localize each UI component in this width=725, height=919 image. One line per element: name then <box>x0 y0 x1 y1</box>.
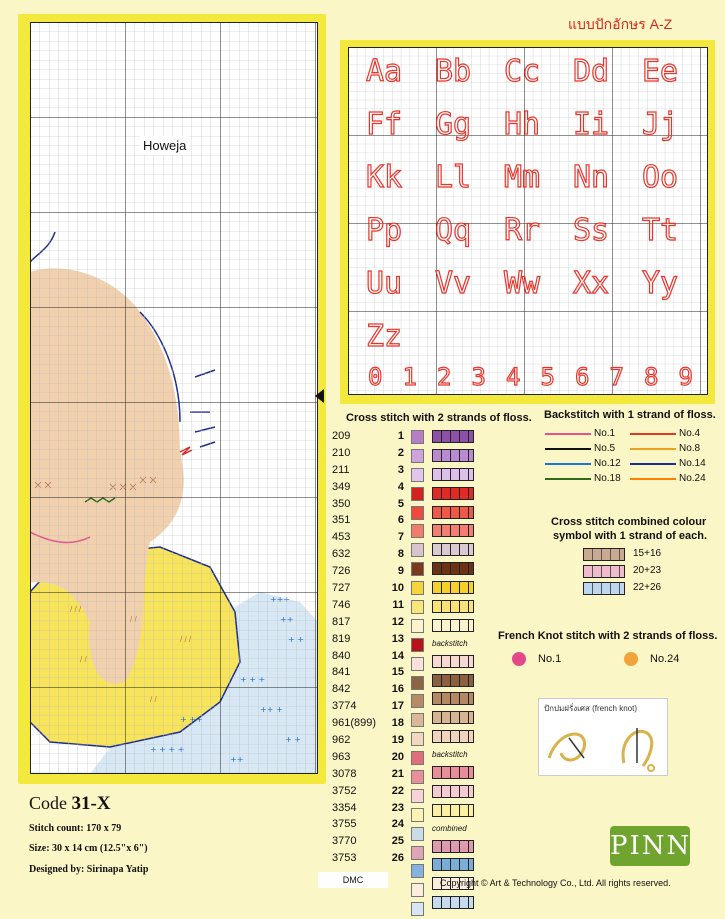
symbol-number: 17 <box>391 700 404 713</box>
alphabet-letter-pair: Ww <box>504 266 541 301</box>
symbol-row <box>432 506 492 523</box>
swatch-row <box>411 562 425 579</box>
alphabet-letter-pair: Ss <box>573 213 610 248</box>
symbol-number: 19 <box>391 734 404 747</box>
backstitch-line <box>630 448 676 450</box>
combined-list <box>583 545 661 596</box>
alphabet-digit: 0 <box>368 363 383 391</box>
dmc-label: DMC <box>318 872 388 888</box>
alphabet-letter-pair: Pp <box>366 213 403 248</box>
symbol-number: 25 <box>391 835 404 848</box>
color-swatch <box>411 449 424 463</box>
backstitch-row <box>545 426 621 441</box>
french-knot-item <box>512 652 561 666</box>
alphabet-digit: 7 <box>609 363 624 391</box>
alphabet-letter-pair: Yy <box>642 266 679 301</box>
french-knot-illustration <box>539 718 667 774</box>
symbol-row <box>432 600 492 617</box>
swatch-row <box>411 770 425 787</box>
symbol-number: 5 <box>397 497 404 510</box>
swatch-row <box>411 600 425 617</box>
symbol-number: 8 <box>397 548 404 561</box>
backstitch-label: No.1 <box>594 428 616 439</box>
code-heading <box>29 793 111 815</box>
alphabet-digit: 2 <box>437 363 452 391</box>
symbol-row <box>432 636 492 653</box>
alphabet-letter-pair: Nn <box>573 160 610 195</box>
backstitch-label: No.24 <box>679 473 706 484</box>
symbol-row <box>432 804 492 821</box>
color-swatch <box>411 562 424 576</box>
symbol-number: 22 <box>391 784 404 797</box>
combined-label: 20+23 <box>633 565 662 576</box>
symbol-row <box>432 747 492 764</box>
color-swatch <box>411 430 424 444</box>
alphabet-letter-pair: Rr <box>504 213 541 248</box>
symbol-row <box>432 619 492 636</box>
color-swatch <box>411 487 424 501</box>
backstitch-line <box>630 463 676 465</box>
alphabet-digit: 5 <box>540 363 555 391</box>
backstitch-row <box>630 426 706 441</box>
color-swatch <box>411 506 424 520</box>
backstitch-label: No.8 <box>679 443 701 454</box>
dmc-code: 726 <box>332 565 351 578</box>
color-swatch <box>411 883 424 897</box>
symbol-number: 6 <box>397 514 404 527</box>
color-swatch-list <box>411 428 425 919</box>
cross-stitch-title: Cross stitch with 2 strands of floss. <box>346 412 532 424</box>
swatch-row <box>411 581 425 598</box>
alphabet-digit: 9 <box>678 363 693 391</box>
french-knot-item <box>624 652 679 666</box>
backstitch-row <box>545 441 621 456</box>
symbol-number: 2 <box>397 446 404 459</box>
dmc-code: 210 <box>332 446 351 459</box>
stitch-symbol <box>432 858 474 871</box>
alphabet-letter-pair: Ii <box>573 107 610 142</box>
backstitch-label: No.12 <box>594 458 621 469</box>
symbol-row <box>432 730 492 747</box>
symbol-number: 14 <box>391 649 404 662</box>
stitch-symbol <box>432 730 474 743</box>
alphabet-svg <box>348 47 708 395</box>
combined-symbol <box>583 582 625 595</box>
symbol-note: combined <box>432 823 467 833</box>
alphabet-letter-pair: Aa <box>366 54 403 89</box>
alphabet-letter-pair: Dd <box>573 54 610 89</box>
backstitch-label: No.14 <box>679 458 706 469</box>
stitch-symbol <box>432 562 474 575</box>
symbol-row <box>432 562 492 579</box>
symbol-number: 4 <box>397 480 404 493</box>
alphabet-letter-pair: Bb <box>435 54 472 89</box>
swatch-row <box>411 430 425 447</box>
stitch-symbol <box>432 506 474 519</box>
swatch-row <box>411 676 425 693</box>
symbol-row <box>432 430 492 447</box>
name-label: Howeja <box>140 136 189 155</box>
dmc-code: 3774 <box>332 700 357 713</box>
dmc-code: 841 <box>332 666 351 679</box>
alphabet-digit: 1 <box>402 363 417 391</box>
symbol-number: 26 <box>391 852 404 865</box>
stitch-symbol <box>432 619 474 632</box>
color-swatch <box>411 770 424 784</box>
alphabet-chart <box>348 47 708 395</box>
swatch-row <box>411 864 425 881</box>
swatch-row <box>411 694 425 711</box>
alphabet-letter-pair: Ee <box>642 54 679 89</box>
dmc-code: 3770 <box>332 835 357 848</box>
swatch-row <box>411 846 425 863</box>
swatch-row <box>411 713 425 730</box>
dmc-code: 746 <box>332 598 351 611</box>
symbol-number: 12 <box>391 615 404 628</box>
dmc-code: 817 <box>332 615 351 628</box>
cross-stitch-chart <box>30 22 318 774</box>
backstitch-row <box>630 471 706 486</box>
french-knot-thai-label: ปักปมฝรั่งเศส (french knot) <box>544 704 637 713</box>
color-swatch <box>411 524 424 538</box>
french-knot-diagram <box>538 698 668 776</box>
stitch-symbol <box>432 430 474 443</box>
alphabet-letter-pair: Ll <box>435 160 472 195</box>
symbol-number: 16 <box>391 683 404 696</box>
stitch-symbol <box>432 600 474 613</box>
backstitch-row <box>630 456 706 471</box>
alphabet-letter-pair: Hh <box>504 107 541 142</box>
backstitch-line <box>630 433 676 435</box>
symbol-number: 18 <box>391 717 404 730</box>
copyright: Copyright © Art & Technology Co., Ltd. All rights reserved. <box>440 878 671 888</box>
alphabet-letter-pair: Vv <box>435 266 472 301</box>
backstitch-left-list <box>545 426 621 486</box>
alphabet-letter-pair: Tt <box>642 213 679 248</box>
swatch-row <box>411 789 425 806</box>
swatch-row <box>411 449 425 466</box>
symbol-note: backstitch <box>432 638 468 648</box>
symbol-row <box>432 821 492 838</box>
logo-text: PINN <box>610 831 692 861</box>
swatch-row <box>411 543 425 560</box>
symbol-number: 1 <box>397 430 404 442</box>
pointer-arrow <box>315 389 324 403</box>
stitch-count: Stitch count: 170 x 79 <box>29 823 122 834</box>
alphabet-digit: 4 <box>506 363 521 391</box>
color-swatch <box>411 713 424 727</box>
alphabet-letter-pair: Qq <box>435 213 472 248</box>
alphabet-letter-pair: Jj <box>642 107 679 142</box>
symbol-number: 11 <box>392 598 404 611</box>
dmc-code: 3078 <box>332 767 357 780</box>
alphabet-digit: 3 <box>471 363 486 391</box>
combined-row <box>583 579 661 596</box>
color-swatch <box>411 619 424 633</box>
dmc-code: 350 <box>332 497 351 510</box>
symbol-row <box>432 581 492 598</box>
symbol-number: 15 <box>391 666 404 679</box>
color-swatch <box>411 543 424 557</box>
alphabet-letter-pair: Uu <box>366 266 403 301</box>
color-swatch <box>411 827 424 841</box>
dmc-code: 962 <box>332 734 351 747</box>
symbol-number: 9 <box>397 565 404 578</box>
swatch-row <box>411 657 425 674</box>
swatch-row <box>411 487 425 504</box>
symbol-number: 7 <box>397 531 404 544</box>
symbol-row <box>432 449 492 466</box>
color-swatch <box>411 676 424 690</box>
color-swatch <box>411 789 424 803</box>
french-knot-label: No.1 <box>538 653 562 665</box>
alphabet-digit: 6 <box>575 363 590 391</box>
swatch-row <box>411 902 425 919</box>
dmc-code: 840 <box>332 649 351 662</box>
symbol-list <box>432 428 492 913</box>
combined-row <box>583 545 661 562</box>
dmc-code: 727 <box>332 582 351 595</box>
designer-info: Designed by: Sirinapa Yatip <box>29 864 149 875</box>
stitch-symbol <box>432 655 474 668</box>
swatch-row <box>411 732 425 749</box>
combined-row <box>583 562 661 579</box>
combined-label: 15+16 <box>633 548 662 559</box>
symbol-row <box>432 524 492 541</box>
backstitch-right-list <box>630 426 706 486</box>
dmc-code: 819 <box>332 632 351 645</box>
dmc-code: 349 <box>332 480 351 493</box>
symbol-number: 20 <box>391 750 404 763</box>
combined-symbol <box>583 565 625 578</box>
dmc-code: 211 <box>332 463 350 476</box>
thai-title: แบบปักอักษร A-Z <box>568 16 673 32</box>
stitch-symbol <box>432 711 474 724</box>
symbol-row <box>432 674 492 691</box>
alphabet-letter-pair: Xx <box>573 266 610 301</box>
french-knot-list <box>512 652 712 670</box>
swatch-row <box>411 468 425 485</box>
symbol-row <box>432 543 492 560</box>
backstitch-label: No.18 <box>594 473 621 484</box>
symbol-note: backstitch <box>432 750 468 760</box>
combined-symbol <box>583 548 625 561</box>
symbol-row <box>432 766 492 783</box>
stitch-symbol <box>432 896 474 909</box>
symbol-number: 23 <box>391 801 404 814</box>
code-value: 31-X <box>71 793 111 814</box>
stitch-symbol <box>432 487 474 500</box>
backstitch-row <box>545 471 621 486</box>
color-swatch <box>411 694 424 708</box>
alphabet-letter-pair: Cc <box>504 54 541 89</box>
color-swatch <box>411 638 424 652</box>
color-swatch <box>411 846 424 860</box>
symbol-number: 13 <box>391 632 404 645</box>
french-knot-dot <box>624 652 638 666</box>
swatch-row <box>411 883 425 900</box>
symbol-number: 3 <box>397 463 404 476</box>
french-knot-label: No.24 <box>650 653 680 665</box>
symbol-row <box>432 711 492 728</box>
dmc-code: 3752 <box>332 784 357 797</box>
alphabet-letter-pair: Mm <box>504 160 541 195</box>
stitch-symbol <box>432 766 474 779</box>
dmc-code: 3354 <box>332 801 357 814</box>
alphabet-letter-pair: Ff <box>366 107 403 142</box>
dmc-code: 351 <box>332 514 351 527</box>
swatch-row <box>411 638 425 655</box>
stitch-symbol <box>432 468 474 481</box>
symbol-row <box>432 785 492 802</box>
color-swatch <box>411 902 424 916</box>
stitch-symbol <box>432 674 474 687</box>
stitch-symbol <box>432 804 474 817</box>
combined-title-2: symbol with 1 strand of each. <box>553 530 708 542</box>
symbol-row <box>432 655 492 672</box>
dmc-code: 453 <box>332 531 351 544</box>
stitch-symbol <box>432 581 474 594</box>
code-prefix: Code <box>29 793 67 813</box>
symbol-row <box>432 896 492 913</box>
backstitch-label: No.4 <box>679 428 701 439</box>
color-swatch <box>411 732 424 746</box>
chart-svg <box>30 22 318 774</box>
color-swatch <box>411 468 424 482</box>
symbol-number: 21 <box>391 767 404 780</box>
symbol-row <box>432 487 492 504</box>
swatch-row <box>411 619 425 636</box>
pinn-logo <box>610 826 690 866</box>
dmc-code: 961(899) <box>332 717 377 730</box>
symbol-row <box>432 858 492 875</box>
stitch-symbol <box>432 543 474 556</box>
dmc-code: 963 <box>332 750 351 763</box>
french-knot-dot <box>512 652 526 666</box>
backstitch-line <box>545 463 591 465</box>
alphabet-letter-pair: Gg <box>435 107 472 142</box>
swatch-row <box>411 751 425 768</box>
dmc-code: 842 <box>332 683 351 696</box>
color-swatch <box>411 864 424 878</box>
dmc-code: 3755 <box>332 818 357 831</box>
color-swatch <box>411 751 424 765</box>
swatch-row <box>411 808 425 825</box>
stitch-symbol <box>432 524 474 537</box>
symbol-number: 10 <box>391 582 404 595</box>
color-swatch <box>411 581 424 595</box>
combined-title-1: Cross stitch combined colour <box>551 516 707 528</box>
alphabet-letter-pair: Oo <box>642 160 679 195</box>
symbol-number-list <box>388 428 404 867</box>
swatch-row <box>411 506 425 523</box>
symbol-row <box>432 840 492 857</box>
stitch-symbol <box>432 692 474 705</box>
color-swatch <box>411 808 424 822</box>
color-swatch <box>411 657 424 671</box>
backstitch-line <box>630 478 676 480</box>
alphabet-letter-pair: Kk <box>366 160 403 195</box>
dmc-code: 209 <box>332 430 351 442</box>
alphabet-digit: 8 <box>644 363 659 391</box>
backstitch-label: No.5 <box>594 443 616 454</box>
symbol-number: 24 <box>391 818 404 831</box>
stitch-symbol <box>432 840 474 853</box>
french-knot-title: French Knot stitch with 2 strands of floss. <box>498 630 718 642</box>
stitch-symbol <box>432 785 474 798</box>
size-info: Size: 30 x 14 cm (12.5"x 6") <box>29 843 148 854</box>
stitch-symbol <box>432 449 474 462</box>
combined-label: 22+26 <box>633 582 662 593</box>
color-swatch <box>411 600 424 614</box>
symbol-row <box>432 468 492 485</box>
backstitch-row <box>545 456 621 471</box>
backstitch-row <box>630 441 706 456</box>
dmc-code: 3753 <box>332 852 357 865</box>
swatch-row <box>411 524 425 541</box>
dmc-code: 632 <box>332 548 351 561</box>
alphabet-letter-pair: Zz <box>366 319 403 354</box>
backstitch-line <box>545 448 591 450</box>
backstitch-line <box>545 478 591 480</box>
dmc-code-list <box>332 428 392 867</box>
swatch-row <box>411 827 425 844</box>
symbol-row <box>432 692 492 709</box>
backstitch-title: Backstitch with 1 strand of floss. <box>544 409 716 421</box>
backstitch-line <box>545 433 591 435</box>
